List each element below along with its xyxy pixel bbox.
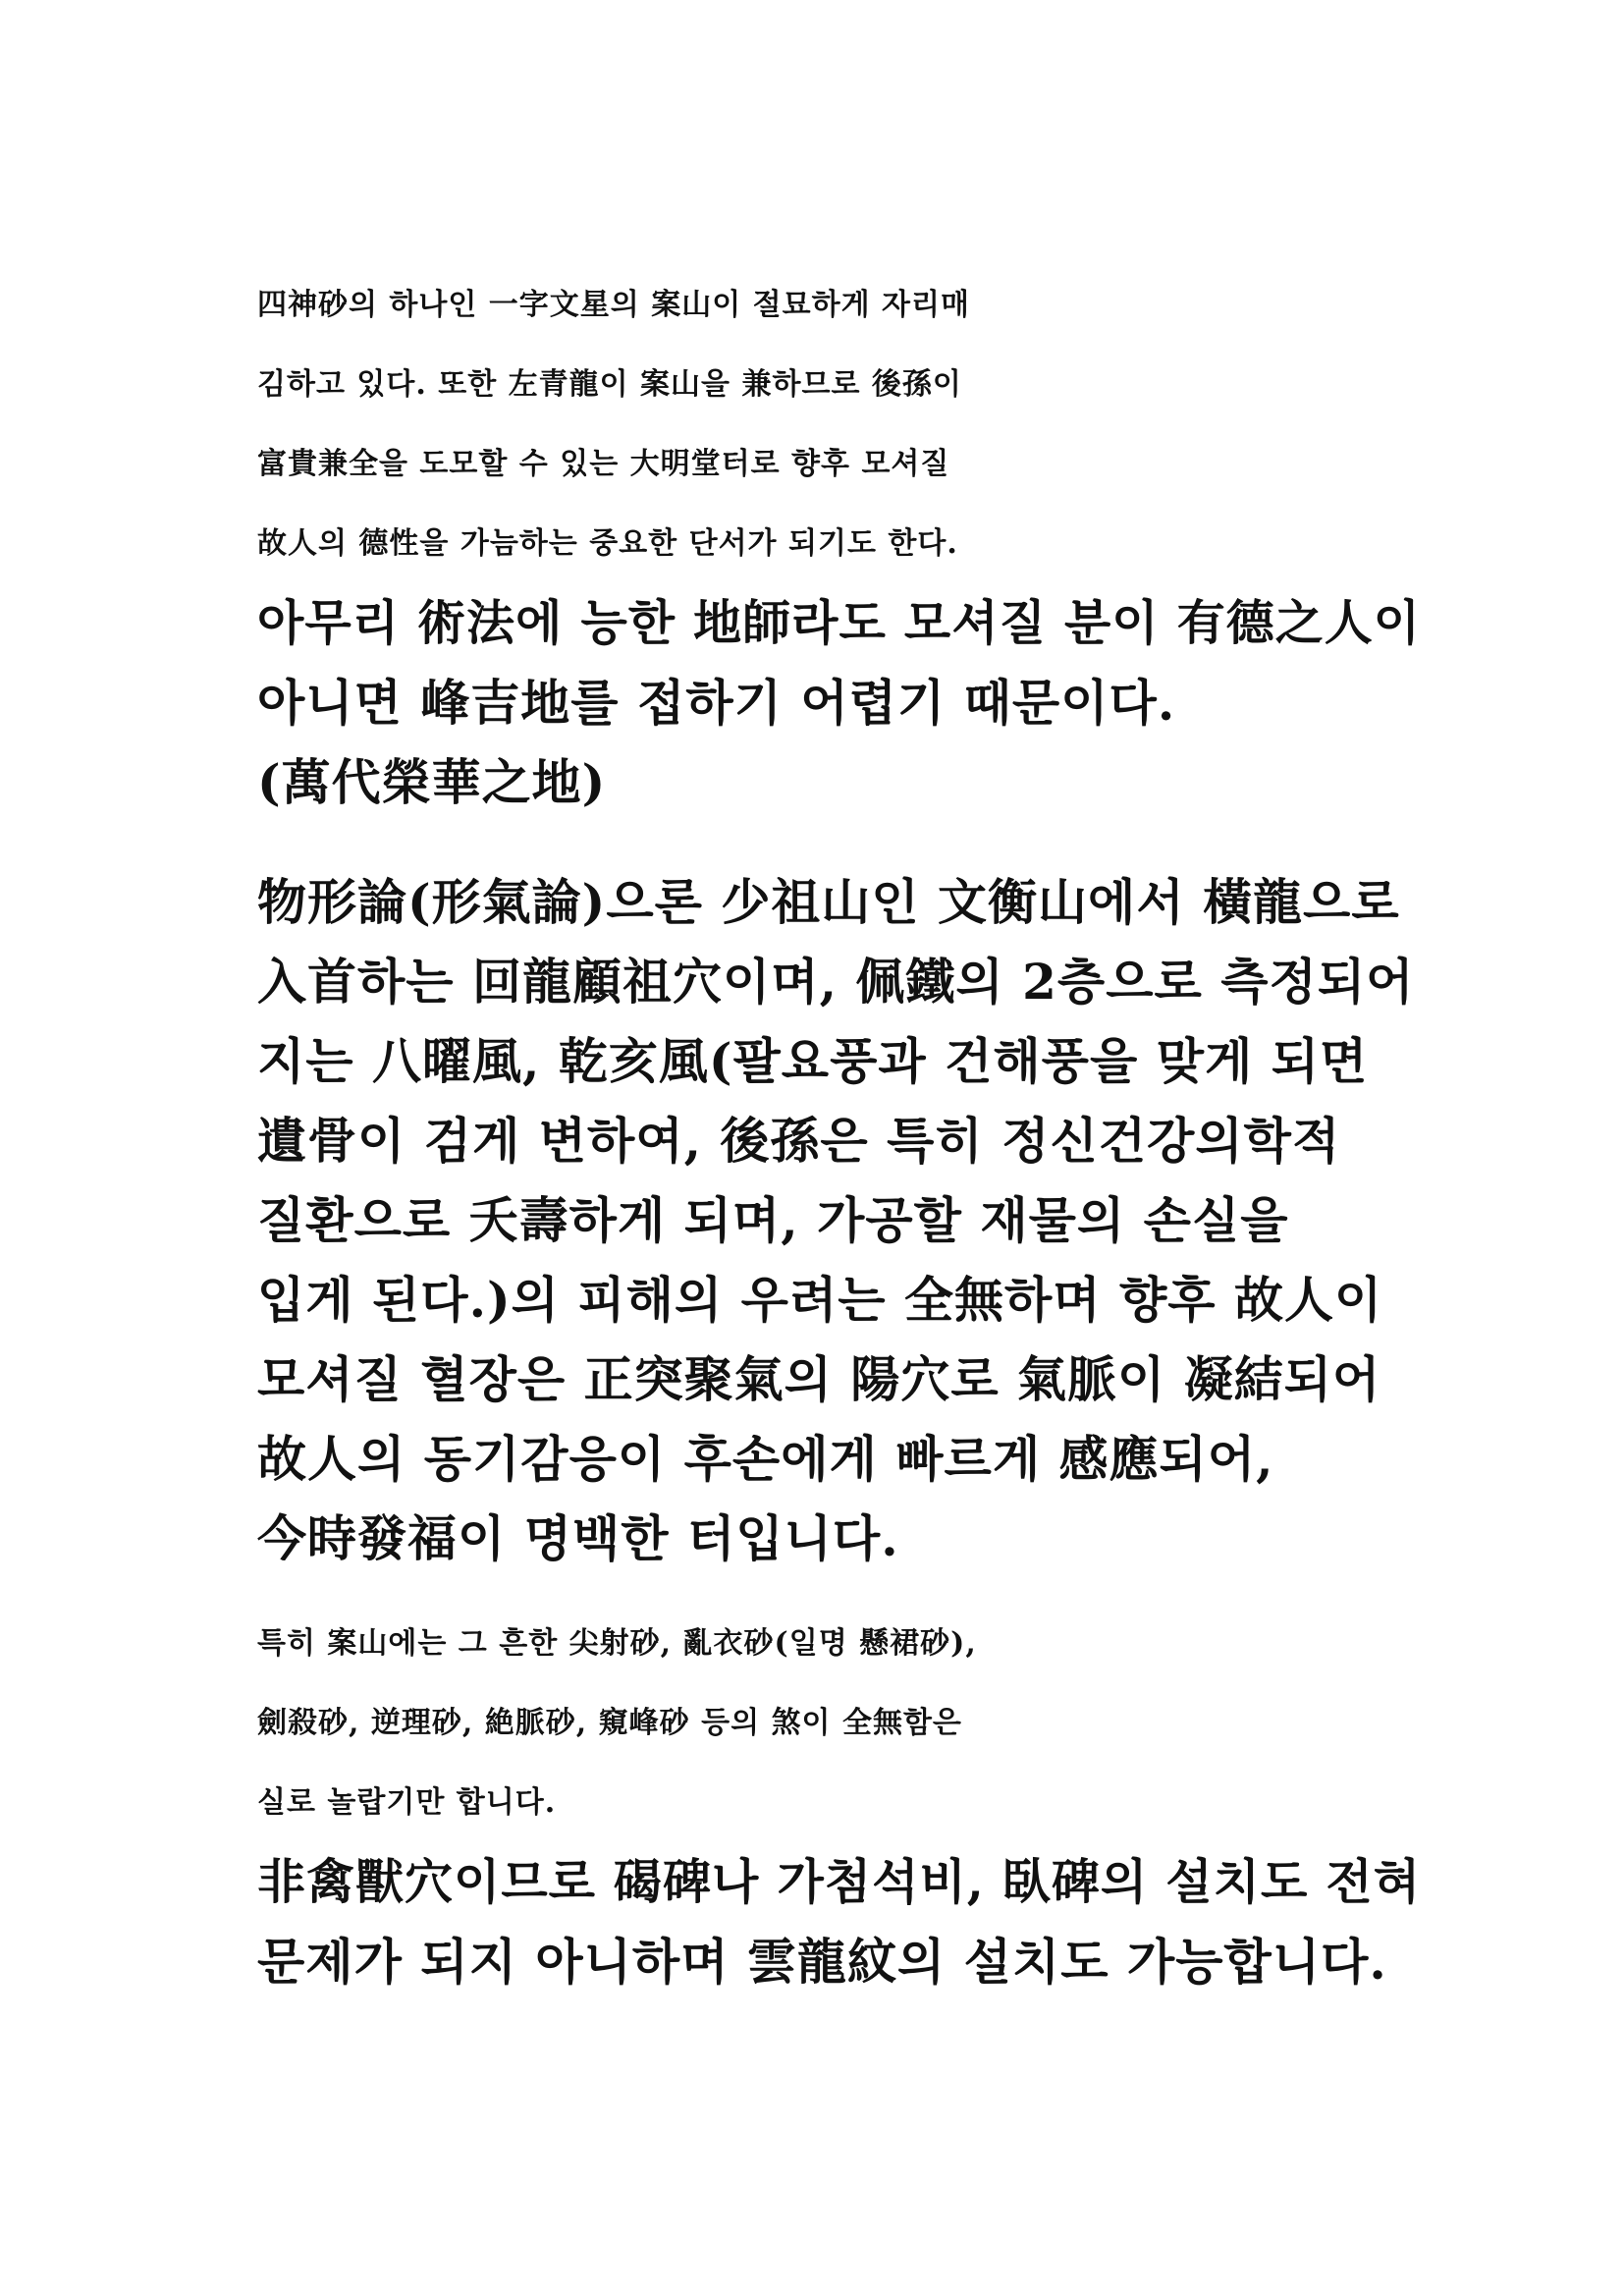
text-line: 모셔질 혈장은 正突聚氣의 陽穴로 氣脈이 凝結되어 — [257, 1350, 1381, 1408]
text-line: 今時發福이 명백한 터입니다. — [257, 1509, 899, 1567]
text-line: 아무리 術法에 능한 地師라도 모셔질 분이 有德之人이 — [257, 594, 1422, 651]
text-line: 실로 놀랍기만 합니다. — [257, 1785, 557, 1820]
text-line: 입게 된다.)의 피해의 우려는 全無하며 향후 故人이 — [257, 1271, 1383, 1329]
text-line: 김하고 있다. 또한 左青龍이 案山을 兼하므로 後孫이 — [257, 367, 962, 402]
text-line: 아니면 峰吉地를 접하기 어렵기 때문이다. — [257, 674, 1176, 732]
text-line: 物形論(形氣論)으론 少祖山인 文衡山에서 橫龍으로 — [257, 873, 1400, 931]
text-line: 특히 案山에는 그 흔한 尖射砂, 亂衣砂(일명 懸裙砂), — [257, 1626, 977, 1661]
text-line: 故人의 德性을 가늠하는 중요한 단서가 되기도 한다. — [257, 526, 958, 561]
text-line: 入首하는 回龍顧祖穴이며, 佩鐵의 2층으로 측정되어 — [257, 953, 1415, 1011]
paragraph-1 — [257, 265, 1421, 822]
text-line: 故人의 동기감응이 후손에게 빠르게 感應되어, — [257, 1430, 1274, 1488]
text-line: 遺骨이 검게 변하여, 後孫은 특히 정신건강의학적 — [257, 1112, 1341, 1170]
paragraph-3 — [257, 1604, 1421, 2001]
text-line: 문제가 되지 아니하며 雲龍紋의 설치도 가능합니다. — [257, 1933, 1387, 1991]
text-line: 지는 八曜風, 乾亥風(팔요풍과 건해풍을 맞게 되면 — [257, 1032, 1369, 1090]
text-line: 四神砂의 하나인 一字文星의 案山이 절묘하게 자리매 — [257, 288, 970, 322]
text-line: (萬代榮華之地) — [257, 753, 607, 811]
text-line: 劍殺砂, 逆理砂, 絶脈砂, 窺峰砂 등의 煞이 全無함은 — [257, 1706, 962, 1740]
text-line: 非禽獸穴이므로 碣碑나 가첨석비, 臥碑의 설치도 전혀 — [257, 1853, 1422, 1910]
text-line: 富貴兼全을 도모할 수 있는 大明堂터로 향후 모셔질 — [257, 447, 950, 481]
text-line: 질환으로 夭壽하게 되며, 가공할 재물의 손실을 — [257, 1191, 1289, 1249]
paragraph-2 — [257, 862, 1414, 1578]
